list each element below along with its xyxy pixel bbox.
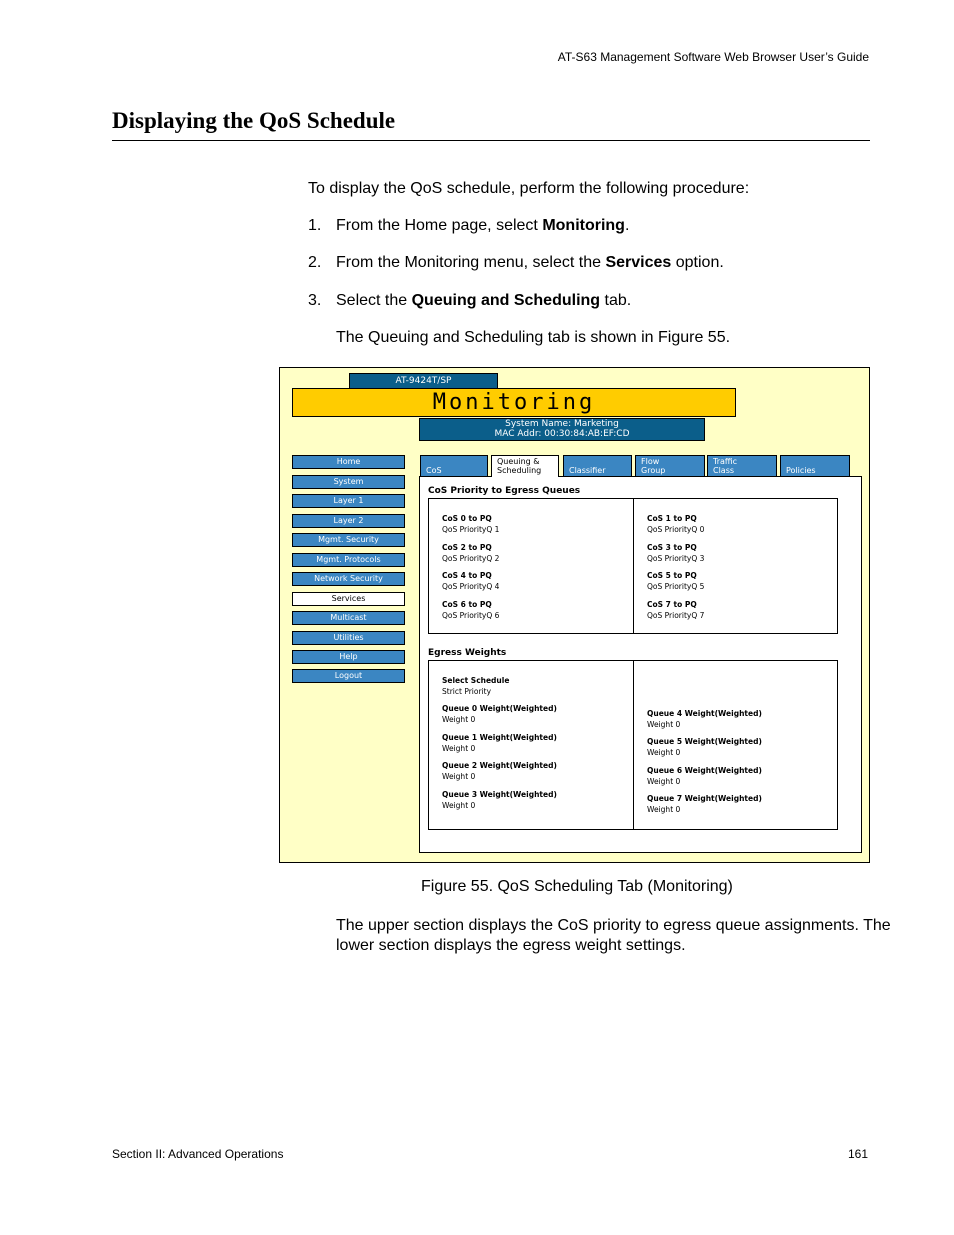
step-number: 1.: [308, 217, 322, 234]
egress-entry-value: Weight 0: [647, 805, 681, 814]
tab-label: Policies: [786, 466, 816, 475]
cos-grid: [428, 498, 838, 634]
tab-label-line2: Class: [713, 466, 735, 475]
nav-services-button[interactable]: Services: [292, 592, 405, 606]
title-rule: [112, 140, 870, 141]
cos-entry-label: CoS 5 to PQ: [647, 571, 697, 580]
egress-entry-label: Queue 4 Weight(Weighted): [647, 709, 762, 718]
egress-entry-value: Weight 0: [647, 748, 681, 757]
cos-entry-label: CoS 6 to PQ: [442, 600, 492, 609]
egress-entry-label: Queue 6 Weight(Weighted): [647, 766, 762, 775]
tab-label: [713, 457, 737, 475]
step-text: Select the: [336, 292, 412, 309]
system-name: System Name: Marketing: [505, 419, 619, 429]
egress-entry-value: Weight 0: [442, 715, 476, 724]
model-label: AT-9424T/SP: [349, 373, 498, 389]
grid-divider: [633, 499, 634, 633]
tab-label-line1: Queuing &: [497, 457, 540, 466]
egress-entry-label: Queue 3 Weight(Weighted): [442, 790, 557, 799]
cos-entry-label: CoS 1 to PQ: [647, 514, 697, 523]
cos-entry-label: CoS 4 to PQ: [442, 571, 492, 580]
system-info-bar: [419, 418, 705, 441]
step-text: From the Home page, select: [336, 217, 543, 234]
cos-entry-value: QoS PriorityQ 2: [442, 554, 500, 563]
cos-entry-value: QoS PriorityQ 6: [442, 611, 500, 620]
egress-entry-value: Weight 0: [647, 720, 681, 729]
tab-policies[interactable]: [780, 455, 850, 476]
step-note: The Queuing and Scheduling tab is shown in Figure 55.: [336, 329, 731, 346]
figure-screenshot: [279, 367, 870, 863]
nav-layer1-button[interactable]: Layer 1: [292, 494, 405, 508]
egress-entry: [442, 789, 557, 811]
egress-entry: [647, 765, 762, 787]
cos-entry-label: CoS 3 to PQ: [647, 543, 697, 552]
cos-entry: [647, 542, 704, 564]
egress-entry: [647, 736, 762, 758]
footer-section: Section II: Advanced Operations: [112, 1147, 284, 1161]
cos-entry-label: CoS 2 to PQ: [442, 543, 492, 552]
cos-entry-label: CoS 7 to PQ: [647, 600, 697, 609]
step-number: 2.: [308, 254, 322, 271]
nav-network-security-button[interactable]: Network Security: [292, 572, 405, 586]
intro-paragraph: To display the QoS schedule, perform the following procedure:: [308, 180, 750, 197]
egress-entry-value: Weight 0: [442, 744, 476, 753]
egress-entry-label: Queue 1 Weight(Weighted): [442, 733, 557, 742]
figure-caption: Figure 55. QoS Scheduling Tab (Monitoring): [421, 878, 733, 895]
content-panel: [419, 476, 862, 853]
step-3: [308, 291, 631, 311]
egress-entry: [442, 732, 557, 754]
tab-label-line1: Flow: [641, 457, 660, 466]
nav-mgmt-protocols-button[interactable]: Mgmt. Protocols: [292, 553, 405, 567]
egress-entry-value: Strict Priority: [442, 687, 492, 696]
step-bold: Queuing and Scheduling: [411, 292, 601, 309]
tab-label-line2: Scheduling: [497, 466, 542, 475]
tab-label-line1: Traffic: [713, 457, 738, 466]
egress-entry: [442, 703, 557, 725]
egress-entry: [442, 675, 509, 697]
nav-layer2-button[interactable]: Layer 2: [292, 514, 405, 528]
egress-entry-label: Queue 7 Weight(Weighted): [647, 794, 762, 803]
cos-heading: CoS Priority to Egress Queues: [428, 486, 581, 496]
cos-entry: [442, 570, 499, 592]
egress-entry: [647, 708, 762, 730]
tab-label: [641, 457, 665, 475]
egress-grid: [428, 660, 838, 830]
tab-label: Classifier: [569, 466, 606, 475]
egress-entry-label: Queue 5 Weight(Weighted): [647, 737, 762, 746]
nav-multicast-button[interactable]: Multicast: [292, 611, 405, 625]
tab-flow-group[interactable]: [635, 455, 705, 476]
tab-label: CoS: [426, 466, 442, 475]
nav-mgmt-security-button[interactable]: Mgmt. Security: [292, 533, 405, 547]
step-2: [308, 253, 724, 273]
egress-entry: [442, 760, 557, 782]
tab-classifier[interactable]: [563, 455, 632, 476]
egress-entry: [647, 793, 762, 815]
nav-utilities-button[interactable]: Utilities: [292, 631, 405, 645]
running-header: AT-S63 Management Software Web Browser User’s Guide: [557, 50, 869, 64]
step-bold: Monitoring: [542, 217, 625, 234]
cos-entry: [442, 513, 499, 535]
egress-heading: Egress Weights: [428, 648, 507, 658]
egress-entry-value: Weight 0: [442, 772, 476, 781]
egress-entry-label: Select Schedule: [442, 676, 510, 685]
step-text: From the Monitoring menu, select the: [336, 254, 606, 271]
monitoring-banner: Monitoring: [292, 388, 736, 417]
tab-label-line2: Group: [641, 466, 666, 475]
egress-entry-label: Queue 0 Weight(Weighted): [442, 704, 557, 713]
egress-entry-value: Weight 0: [647, 777, 681, 786]
tab-cos[interactable]: [420, 455, 488, 476]
step-bold: Services: [605, 254, 672, 271]
page-number: 161: [847, 1147, 868, 1161]
cos-entry-value: QoS PriorityQ 3: [647, 554, 705, 563]
step-text-end: option.: [671, 254, 724, 271]
grid-divider: [633, 661, 634, 829]
nav-home-button[interactable]: Home: [292, 455, 405, 469]
mac-address: MAC Addr: 00:30:84:AB:EF:CD: [494, 429, 630, 439]
cos-entry: [647, 599, 704, 621]
cos-entry: [647, 513, 704, 535]
egress-entry-label: Queue 2 Weight(Weighted): [442, 761, 557, 770]
step-text-end: .: [624, 217, 630, 234]
summary-paragraph: The upper section displays the CoS priority to egress queue assignments. The lower section displays the egress weight settings.: [336, 917, 891, 954]
cos-entry-value: QoS PriorityQ 4: [442, 582, 500, 591]
cos-entry-value: QoS PriorityQ 1: [442, 525, 500, 534]
cos-entry-value: QoS PriorityQ 0: [647, 525, 705, 534]
tab-label: [497, 457, 541, 475]
tab-queuing-scheduling[interactable]: [491, 455, 559, 477]
nav-logout-button[interactable]: Logout: [292, 669, 405, 683]
nav-help-button[interactable]: Help: [292, 650, 405, 664]
cos-entry: [442, 542, 499, 564]
step-1: [308, 216, 629, 236]
section-title: Displaying the QoS Schedule: [112, 108, 396, 133]
step-text-end: tab.: [600, 292, 632, 309]
cos-entry-value: QoS PriorityQ 5: [647, 582, 705, 591]
cos-entry: [647, 570, 704, 592]
step-number: 3.: [308, 292, 322, 309]
cos-entry: [442, 599, 499, 621]
tab-traffic-class[interactable]: [707, 455, 777, 476]
nav-system-button[interactable]: System: [292, 475, 405, 489]
egress-entry-value: Weight 0: [442, 801, 476, 810]
cos-entry-label: CoS 0 to PQ: [442, 514, 492, 523]
cos-entry-value: QoS PriorityQ 7: [647, 611, 705, 620]
